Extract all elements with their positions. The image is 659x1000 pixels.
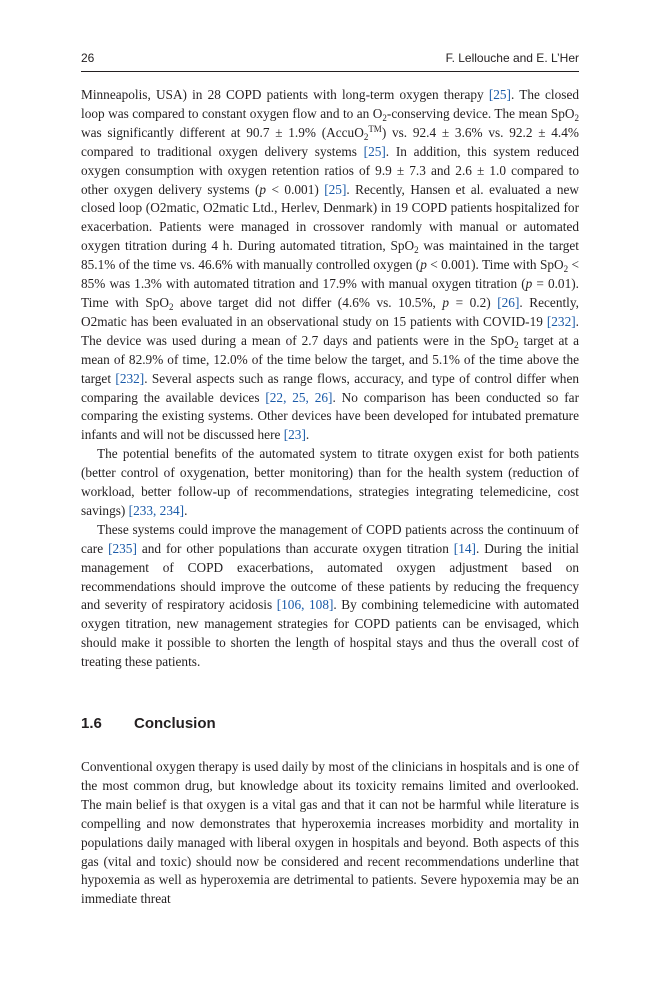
citation-link[interactable]: [22, 25, 26]	[265, 389, 333, 405]
conclusion-text	[81, 758, 579, 909]
section-title: Conclusion	[134, 715, 216, 732]
paragraph-copd-management: These systems could improve the management of COPD patients across the continuum of care [235] and for other populations than accurate oxygen titration [14]. During the initial management of COPD exacerbations, automated oxygen adjustment based on recommendations should improve the outcome of these patients by reducing the frequency and severity of respiratory acidosis [106, 108]. By combining telemedicine with automated oxygen titration, new management strategies for COPD patients can be envisaged, which should make it possible to shorten the length of hospital stays and thus the overall cost of treating these patients.	[81, 521, 579, 670]
citation-link[interactable]: [25]	[324, 181, 347, 197]
body-text	[81, 86, 579, 672]
running-head	[81, 50, 579, 66]
citation-link[interactable]: [235]	[108, 540, 137, 556]
citation-link[interactable]: [106, 108]	[276, 597, 334, 613]
citation-link[interactable]: [232]	[546, 313, 576, 329]
running-head-authors: F. Lellouche and E. L’Her	[445, 51, 579, 65]
citation-link[interactable]: [25]	[488, 87, 511, 102]
paragraph-automated-devices: Minneapolis, USA) in 28 COPD patients with long-term oxygen therapy [25]. The closed loop was compared to constant oxygen flow and to an $O_2$-conserving device. The mean SpO$_2$ was significantly different at 90.7 ± 1.9% (AccuO$_2$™) vs. 92.4 ± 3.6% vs. 92.2 ± 4.4% compared to traditional oxygen delivery systems [25]. In addition, this system reduced oxygen consumption with oxygen retention ratios of 9.9 ± 7.3 and 2.6 ± 1.0 compared to other oxygen delivery systems (p < 0.001) [25]. Recently, Hansen et al. evaluated a new closed loop (O2matic, O2matic Ltd., Herlev, Denmark) in 19 COPD patients hospitalized for exacerbation. Patients were managed in crossover randomly with manual or automated oxygen titration during 4 h. During automated titration, SpO$_2$ was maintained in the target 85.1% of the time vs. 46.6% with manually controlled oxygen (p < 0.001). Time with SpO$_2$ < 85% was 1.3% with automated titration and 17.9% with manual oxygen titration (p = 0.01). Time with SpO$_2$ above target did not differ (4.6% vs. 10.5%, p = 0.2) [26]. Recently, O2matic has been evaluated in an observational study on 15 patients with COVID-19 [232]. The device was used during a mean of 2.7 days and patients were in the SpO$_2$ target at a mean of 82.9% of time, 12.0% of the time below the target, and 5.1% of the time above the target [232]. Several aspects such as range flows, accuracy, and type of control differ when comparing the available devices [22, 25, 26]. No comparison has been conducted so far comparing the existing systems. Other devices have been developed for intubated premature infants and will not be discussed here [23].	[81, 87, 580, 443]
section-heading	[81, 714, 579, 734]
citation-link[interactable]: [26]	[497, 294, 520, 310]
paragraph-conclusion: Conventional oxygen therapy is used daily by most of the clinicians in hospitals and is one of the most common drug, but knowledge about its toxicity remains limited and overlooked. The main belief is that oxygen is a vital gas and that it can not be harmful while literature is compelling and now demonstrates that hyperoxemia increases morbidity and mortality in populations daily managed with liberal oxygen in hospitals and beyond. Both aspects of this gas (vital and toxic) should now be considered and recent recommendations underline that hypoxemia as well as hyperoxemia are detrimental to patients. Severe hypoxemia may be an immediate threat	[81, 759, 579, 907]
citation-link[interactable]: [14]	[453, 540, 476, 556]
citation-link[interactable]: [25]	[363, 143, 386, 159]
citation-link[interactable]: [232]	[115, 370, 145, 386]
paragraph-potential-benefits: The potential benefits of the automated system to titrate oxygen exist for both patients (better control of oxygenation, better monitoring) than for the health system (reduction of workload, better follow-up of recommendations, strategies integrating telemedicine, cost savings) [233, 234].	[81, 446, 579, 518]
citation-link[interactable]: [233, 234]	[128, 502, 185, 518]
header-rule	[81, 71, 579, 72]
section-number: 1.6	[81, 715, 102, 732]
citation-link[interactable]: [23]	[283, 427, 306, 443]
page-number: 26	[81, 51, 95, 65]
